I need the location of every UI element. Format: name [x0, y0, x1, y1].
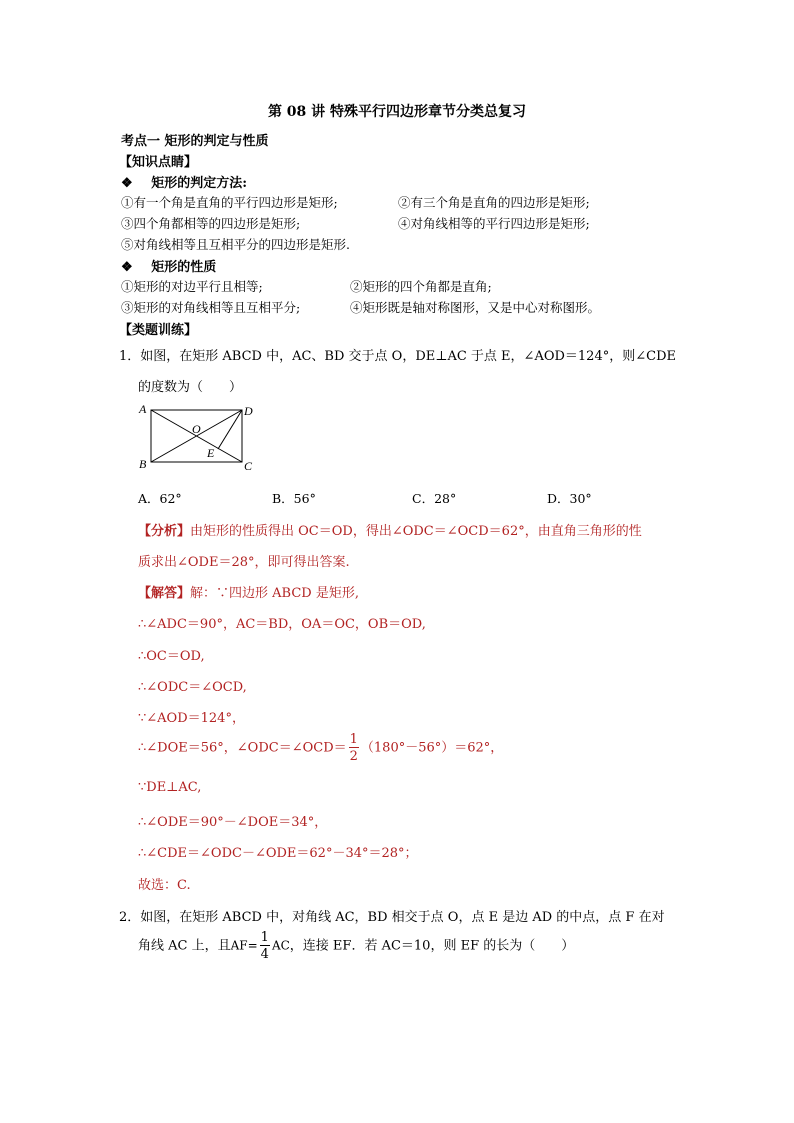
q1-step-8: ∴∠CDE＝∠ODC－∠ODE＝62°－34°＝28°；	[138, 846, 418, 861]
judge-item-1: ①有一个角是直角的平行四边形是矩形;	[121, 195, 338, 210]
q1-step-7: ∴∠ODE＝90°－∠DOE＝34°，	[138, 815, 328, 830]
q2-line2-start: 角线 AC 上，且	[138, 938, 231, 954]
label-o: O	[192, 422, 201, 436]
q1-analysis-line2: 质求出∠ODE＝28°，即可得出答案.	[138, 555, 350, 570]
analysis-tag: 【分析】	[138, 524, 191, 539]
q1-solution-intro	[138, 582, 359, 601]
solution-intro-text: 解：∵四边形 ABCD 是矩形,	[190, 586, 359, 601]
judge-heading-label: 矩形的判定方法:	[151, 176, 247, 191]
fraction-numerator: 1	[349, 732, 358, 747]
fraction-numerator: 1	[260, 930, 269, 945]
q2-stem-line1: 2．如图，在矩形 ABCD 中，对角线 AC，BD 相交于点 O，点 E 是边 AD 的中点，点 F 在对	[119, 910, 665, 925]
step-5-left: ∴∠DOE＝56°，∠ODC＝∠OCD＝	[138, 740, 347, 756]
q1-step-6: ∵DE⊥AC,	[138, 780, 202, 795]
prop-heading-label: 矩形的性质	[151, 260, 217, 275]
step-5-right: （180°－56°）＝62°，	[360, 740, 504, 756]
label-b: B	[139, 457, 147, 471]
judge-item-5: ⑤对角线相等且互相平分的四边形是矩形.	[121, 237, 350, 252]
section-heading: 考点一 矩形的判定与性质	[121, 134, 269, 149]
page-title: 第 08 讲 特殊平行四边形章节分类总复习	[267, 104, 527, 120]
fraction-denominator: 4	[260, 947, 269, 962]
prop-item-1: ①矩形的对边平行且相等;	[121, 279, 263, 294]
q1-step-5	[138, 733, 503, 763]
perpendicular-de	[218, 410, 242, 449]
q1-step-4: ∵∠AOD＝124°，	[138, 711, 245, 726]
fraction-one-half	[349, 733, 359, 763]
q2-ac-label: AC	[271, 938, 290, 953]
diamond-bullet-icon: ❖	[121, 260, 133, 275]
q2-af-label: AF=	[230, 938, 258, 953]
fraction-one-quarter	[260, 931, 270, 961]
q2-stem-line2	[138, 931, 574, 961]
judge-item-2: ②有三个角是直角的四边形是矩形;	[398, 195, 590, 210]
knowledge-heading: 【知识点睛】	[119, 155, 198, 170]
q1-option-b: B．56°	[272, 491, 316, 506]
q1-stem-line2: 的度数为（ ）	[138, 380, 243, 395]
judge-heading	[121, 172, 247, 191]
solution-tag: 【解答】	[138, 586, 191, 601]
label-d: D	[244, 404, 253, 418]
rectangle-figure	[138, 402, 263, 478]
label-e: E	[207, 446, 215, 460]
label-a: A	[139, 402, 147, 416]
judge-item-4: ④对角线相等的平行四边形是矩形;	[398, 216, 590, 231]
q1-step-3: ∴∠ODC＝∠OCD,	[138, 680, 247, 695]
analysis-text-1: 由矩形的性质得出 OC＝OD，得出∠ODC＝∠OCD＝62°，由直角三角形的性	[190, 524, 642, 539]
q1-option-a: A．62°	[138, 491, 182, 506]
q2-line2-end: ，连接 EF．若 AC＝10，则 EF 的长为（ ）	[289, 938, 575, 954]
q1-option-d: D．30°	[547, 491, 592, 506]
prop-item-3: ③矩形的对角线相等且互相平分;	[121, 300, 301, 315]
prop-item-4: ④矩形既是轴对称图形，又是中心对称图形。	[350, 300, 601, 315]
q1-option-c: C．28°	[412, 491, 457, 506]
q1-analysis-line1	[138, 520, 642, 539]
diamond-bullet-icon: ❖	[121, 176, 133, 191]
fraction-denominator: 2	[349, 749, 358, 764]
prop-heading	[121, 256, 216, 275]
q1-step-2: ∴OC＝OD,	[138, 649, 205, 664]
q1-stem-line1: 1．如图，在矩形 ABCD 中，AC、BD 交于点 O，DE⊥AC 于点 E，∠AOD＝124°，则∠CDE	[119, 349, 676, 364]
q1-answer: 故选：C.	[138, 878, 191, 893]
label-c: C	[244, 459, 253, 473]
training-heading: 【类题训练】	[119, 323, 198, 338]
prop-item-2: ②矩形的四个角都是直角;	[350, 279, 492, 294]
q1-step-1: ∴∠ADC＝90°，AC＝BD，OA＝OC，OB＝OD,	[138, 617, 426, 632]
judge-item-3: ③四个角都相等的四边形是矩形;	[121, 216, 301, 231]
